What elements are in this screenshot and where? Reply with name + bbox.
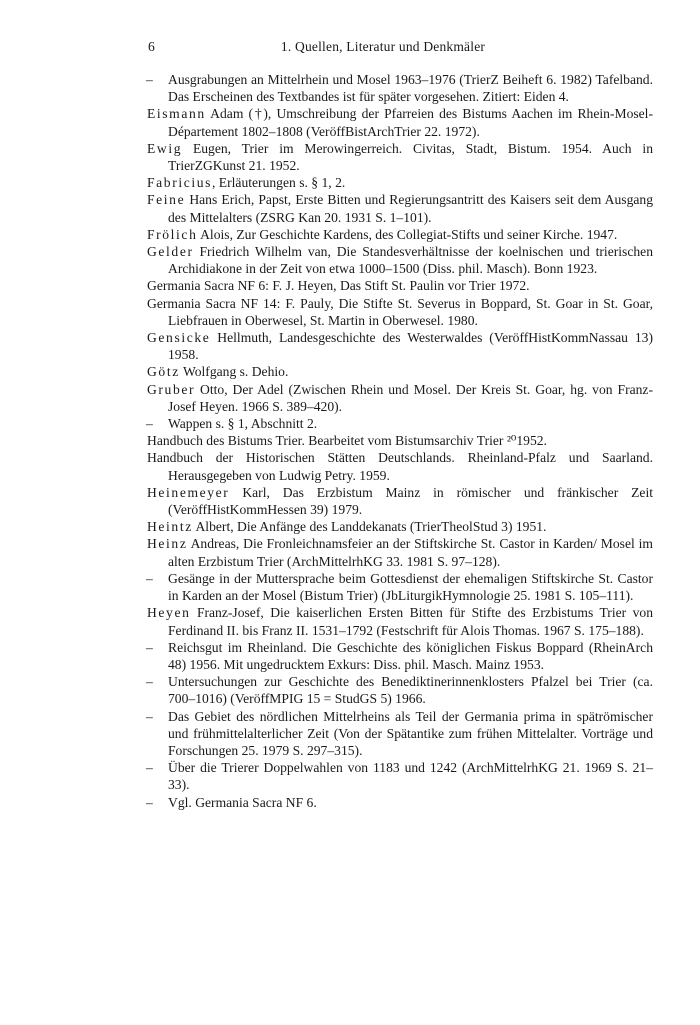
entry-author: Gensicke bbox=[147, 330, 211, 346]
bibliography-entry bbox=[147, 415, 653, 432]
bibliography-entry bbox=[147, 363, 653, 380]
entry-text: Hellmuth, Landesgeschichte des Westerwaldes (VeröffHistKommNassau 13) 1958. bbox=[168, 330, 653, 363]
page-header bbox=[148, 38, 618, 56]
entry-author: Eismann bbox=[147, 106, 206, 122]
bibliography-entry bbox=[147, 226, 653, 243]
bibliography-entry bbox=[147, 604, 653, 638]
entry-author: Heinemeyer bbox=[147, 484, 230, 500]
entry-text: Untersuchungen zur Geschichte des Benediktinerinnenklosters Pfalzel bei Trier (ca. 700–1016) (VeröffMPIG 15 = StudGS 5) 1966. bbox=[168, 674, 653, 707]
entry-text: Alois, Zur Geschichte Kardens, des Collegiat-Stifts und seiner Kirche. 1947. bbox=[197, 226, 618, 242]
bibliography-entry bbox=[147, 243, 653, 277]
bibliography-entry bbox=[147, 295, 653, 329]
repeat-author-dash: – bbox=[146, 708, 153, 724]
repeat-author-dash: – bbox=[146, 570, 153, 586]
entry-text: Albert, Die Anfänge des Landdekanats (TrierTheolStud 3) 1951. bbox=[192, 519, 547, 535]
repeat-author-dash: – bbox=[146, 794, 153, 810]
entry-text: Handbuch des Bistums Trier. Bearbeitet vom Bistumsarchiv Trier ²⁰1952. bbox=[147, 433, 547, 449]
entry-text: Über die Trierer Doppelwahlen von 1183 und 1242 (ArchMittelrhKG 21. 1969 S. 21–33). bbox=[168, 760, 653, 793]
entry-text: Friedrich Wilhelm van, Die Standesverhältnisse der koelnischen und trierischen Archidiakone in der Zeit von etwa 1000–1500 (Diss. phil. Masch). Bonn 1923. bbox=[168, 244, 653, 277]
bibliography-entry bbox=[147, 329, 653, 363]
bibliography-entry bbox=[147, 432, 653, 449]
bibliography-entry bbox=[147, 484, 653, 518]
entry-text: Adam (†), Umschreibung der Pfarreien des Bistums Aachen im Rhein-Mosel-Département 1802–1808 (VeröffBistArchTrier 22. 1972). bbox=[168, 106, 653, 139]
entry-text: Andreas, Die Fronleichnamsfeier an der Stiftskirche St. Castor in Karden/ Mosel im alten Erzbistum Trier (ArchMittelrhKG 33. 1981 S. 97–128). bbox=[168, 536, 653, 569]
entry-author: Fabricius bbox=[147, 175, 212, 191]
entry-text: Germania Sacra NF 14: F. Pauly, Die Stifte St. Severus in Boppard, St. Goar in St. Goar, Liebfrauen in Oberwesel, St. Martin in Oberwesel. 1980. bbox=[147, 295, 653, 328]
entry-text: Karl, Das Erzbistum Mainz in römischer und fränkischer Zeit (VeröffHistKommHessen 39) 1979. bbox=[168, 484, 653, 518]
bibliography-entry bbox=[147, 673, 653, 707]
entry-text: Vgl. Germania Sacra NF 6. bbox=[168, 794, 317, 810]
entry-text: Gesänge in der Muttersprache beim Gottesdienst der ehemaligen Stiftskirche St. Castor in Karden an der Mosel (Bistum Trier) (JbLiturgikHymnologie 25. 1981 S. 105–111). bbox=[168, 570, 653, 604]
entry-text: Das Gebiet des nördlichen Mittelrheins als Teil der Germania prima in spätrömischer und frühmittelalterlicher Zeit (Von der Spätantike zum frühen Mittelalter. Vorträge und Forschungen 25. 1979 S. 297–315). bbox=[168, 708, 653, 758]
entry-author: Ewig bbox=[147, 140, 183, 156]
entry-author: Feine bbox=[147, 192, 186, 208]
bibliography-entry bbox=[147, 140, 653, 174]
entry-author: Gruber bbox=[147, 381, 196, 397]
entry-text: , Erläuterungen s. § 1, 2. bbox=[212, 175, 346, 191]
bibliography-entry bbox=[147, 759, 653, 793]
repeat-author-dash: – bbox=[146, 639, 153, 655]
entry-author: Gelder bbox=[147, 244, 194, 260]
running-head: 1. Quellen, Literatur und Denkmäler bbox=[280, 39, 486, 54]
bibliography-entry bbox=[147, 708, 653, 760]
bibliography-entry bbox=[147, 174, 653, 191]
bibliography-entry bbox=[147, 277, 653, 294]
entry-author: Heinz bbox=[147, 536, 188, 552]
bibliography-entry bbox=[147, 105, 653, 139]
page-number: 6 bbox=[148, 39, 155, 54]
bibliography-entry bbox=[147, 71, 653, 105]
bibliography-list bbox=[147, 71, 653, 811]
entry-text: Wappen s. § 1, Abschnitt 2. bbox=[168, 416, 318, 432]
entry-text: Ausgrabungen an Mittelrhein und Mosel 1963–1976 (TrierZ Beiheft 6. 1982) Tafelband. Das Erscheinen des Textbandes ist für später vorgesehen. Zitiert: Eiden 4. bbox=[168, 72, 653, 105]
bibliography-entry bbox=[147, 381, 653, 415]
entry-text: Franz-Josef, Die kaiserlichen Ersten Bitten für Stifte des Erzbistums Trier von Ferdinand II. bis Franz II. 1531–1792 (Festschrift für Alois Thomas. 1967 S. 175–188). bbox=[168, 605, 653, 638]
bibliography-entry bbox=[147, 639, 653, 673]
entry-text: Eugen, Trier im Merowingerreich. Civitas, Stadt, Bistum. 1954. Auch in TrierZGKunst 21. 1952. bbox=[168, 140, 653, 174]
bibliography-entry bbox=[147, 535, 653, 569]
bibliography-entry bbox=[147, 518, 653, 535]
entry-text: Wolfgang s. Dehio. bbox=[179, 364, 289, 380]
bibliography-entry bbox=[147, 191, 653, 225]
entry-text: Hans Erich, Papst, Erste Bitten und Regierungsantritt des Kaisers seit dem Ausgang des Mittelalters (ZSRG Kan 20. 1931 S. 1–101). bbox=[168, 192, 653, 225]
bibliography-entry bbox=[147, 794, 653, 811]
repeat-author-dash: – bbox=[146, 72, 153, 87]
entry-author: Frölich bbox=[147, 226, 198, 242]
repeat-author-dash: – bbox=[146, 416, 153, 432]
repeat-author-dash: – bbox=[146, 674, 153, 690]
entry-text: Handbuch der Historischen Stätten Deutschlands. Rheinland-Pfalz und Saarland. Herausgegeben von Ludwig Petry. 1959. bbox=[147, 450, 653, 483]
entry-text: Otto, Der Adel (Zwischen Rhein und Mosel. Der Kreis St. Goar, hg. von Franz-Josef Heyen. 1966 S. 389–420). bbox=[168, 381, 653, 414]
entry-author: Heintz bbox=[147, 519, 193, 535]
bibliography-entry bbox=[147, 570, 653, 604]
bibliography-entry bbox=[147, 449, 653, 483]
entry-author: Götz bbox=[147, 364, 180, 380]
entry-text: Germania Sacra NF 6: F. J. Heyen, Das Stift St. Paulin vor Trier 1972. bbox=[147, 278, 530, 294]
entry-author: Heyen bbox=[147, 605, 191, 621]
entry-text: Reichsgut im Rheinland. Die Geschichte des königlichen Fiskus Boppard (RheinArch 48) 1956. Mit ungedrucktem Exkurs: Diss. phil. Masch. Mainz 1953. bbox=[168, 639, 653, 672]
repeat-author-dash: – bbox=[146, 760, 153, 776]
